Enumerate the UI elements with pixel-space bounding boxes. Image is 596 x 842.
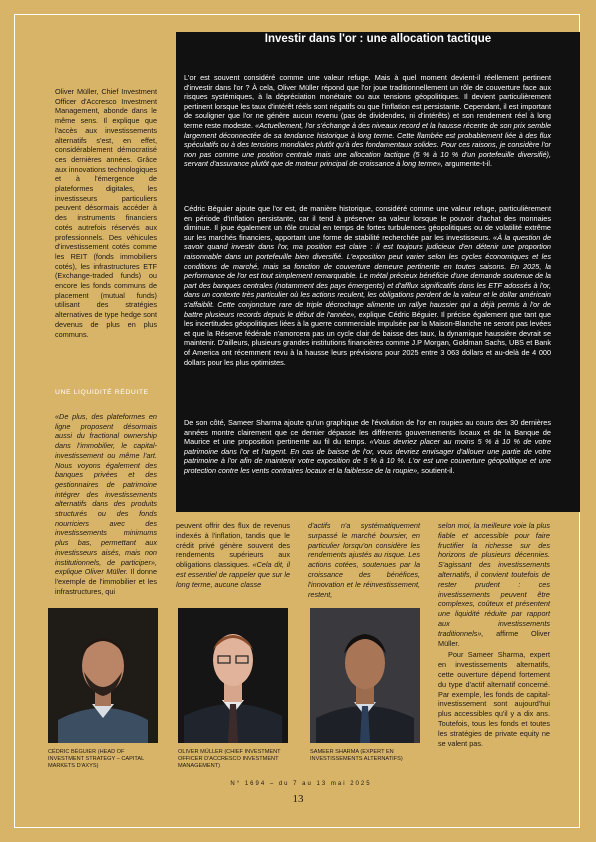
box-p3-text: De son côté, Sameer Sharma ajoute qu'un graphique de l'évolution de l'or en roupies au cours des 30 dernières années montre clairement que ce dernier dépasse les différents gouvernements locaux et de la Banque de Maurice et une proposition pertinente au fil du temps. [184, 418, 551, 447]
intro-paragraph: Oliver Müller, Chief Investment Officer d'Accresco Investment Management, abonde dans le même sens. Il explique que l'accès aux investissements alternatifs s'est, en effet, considérablement démocratisé ces dernières années. Grâce aux innovations technologiques et à l'émergence de plateformes digitales, les investisseurs particuliers peuvent désormais accéder à des instruments financiers cotés autrefois réservés aux professionnels. Des véhicules d'investissement cotés comme les REIT (fonds immobiliers cotés), les infrastructures ETF (Exchange-traded funds) ou encore les fonds communs de placement (mutual funds) utilisant des stratégies alternatives de type hedge sont devenus de plus en plus communs. [55, 87, 157, 339]
box-p2-quote: «À la question de savoir quand investir dans l'or, ma position est claire : il est toujours judicieux d'en détenir une proportion raisonnable dans un portefeuille bien diversifié. L'exposition peut varier selon les cycles économiques et les conditions de marché, mais sa fonction de couverture demeure pertinente en toutes saisons. En 2025, la performance de l'or est tout simplement remarquable. Le métal précieux bénéficie d'une demande soutenue de la part des banques centrales (notamment des pays émergents) et d'afflux significatifs dans les ETF adossés à l'or, dans un contexte très particulier où les actions reculent, les obligations perdent de la valeur et le dollar américain s'affaiblit. Cette conjoncture rare de triple décrochage alimente un rallye haussier qui a déjà permis à l'or de battre plusieurs records depuis le début de l'année», [184, 232, 552, 319]
box-paragraph-1 [184, 73, 551, 169]
box-paragraph-2 [184, 204, 551, 367]
section-heading: UNE LIQUIDITÉ RÉDUITE [55, 389, 149, 396]
box-p2-text: Cédric Béguier ajoute que l'or est, de manière historique, considéré comme une valeur refuge, particulièrement en période d'inflation persistante, car il tend à préserver sa valeur lorsque le pouvoir d'achat des monnaies diminue. Il joue également un rôle crucial en temps de fortes turbulences géopolitiques ou de volatilité extrême sur les marchés financiers, apportant une forme de stabilité recherchée par les investisseurs. [184, 204, 551, 242]
portrait-beguier-image [48, 608, 158, 743]
box-p1-quote: «Actuellement, l'or s'échange à des niveaux record et la hausse récente de son prix semble largement déconnectée de sa tendance historique à long terme. Cette flambée est probablement liée à des flux spéculatifs ou à des tensions mondiales plutôt qu'à des fondamentaux solides. Pour ces raisons, je considère l'or non pas comme une position centrale mais une allocation tactique (5 % à 10 % d'un portefeuille diversifié), servant d'assurance plutôt que de moteur principal de croissance à long terme», [184, 120, 551, 169]
box-paragraph-3 [184, 418, 551, 476]
box-p3-end: soutient-il. [421, 465, 455, 475]
portrait-muller-image [178, 608, 288, 743]
portrait-sharma-image [310, 608, 420, 743]
column-3-quote: selon moi, la meilleure voie la plus fiable et accessible pour faire fructifier la richesse sur des horizons de plusieurs décennies. S'agissant des investissements alternatifs, il convient toutefois de rester prudent : ces investissements peuvent être complexes, coûteux et présentent une liquidité réduite par rapport aux investissements traditionnels», [438, 521, 550, 638]
column-1-text: peuvent offrir des flux de revenus indexés à l'inflation, tandis que le crédit privé génère souvent des rendements supérieurs aux obligations classiques. [176, 521, 290, 570]
caption-muller: OLIVER MÜLLER (CHIEF INVESTMENT OFFICER D'ACCRESCO INVESTMENT MANAGEMENT) [178, 749, 281, 769]
column-2 [308, 521, 420, 599]
column-1-quote: «Cela dit, il est essentiel de rappeler que sur le long terme, aucune classe [176, 560, 291, 589]
box-p1-text: L'or est souvent considéré comme une valeur refuge. Mais à quel moment devient-il réellement pertinent d'investir dans l'or ? À cela, Oliver Müller répond que l'or joue traditionnellement un rôle de couverture face aux risques systémiques, à la dépréciation monétaire ou aux tensions géopolitiques. Il devient particulièrement pertinent lorsque les taux d'intérêt réels sont négatifs ou que l'inflation est persistante. Cependant, il est important de souligner que l'or ne génère aucun revenu (pas de dividendes, ni d'intérêts) et son rendement réel à long terme reste modeste. [184, 73, 551, 130]
column-3-end: affirme Oliver Müller. [438, 628, 550, 648]
photo-oliver-muller [178, 608, 288, 743]
photo-sameer-sharma [310, 608, 420, 743]
box-p2-end: explique Cédric Béguier. Il précise également que tant que les incertitudes géopolitiques liées à la guerre commerciale impulsée par la Maison-Blanche ne seront pas levées et que la Réserve fédérale n'amorcera pas un cycle clair de baisse des taux, la dynamique haussière devrait se maintenir. D'ailleurs, plusieurs grandes institutions financières comme J.P Morgan, Goldman Sachs, UBS et Bank of America ont récemment revu à la hausse leurs prévisions pour 2025 entre 3 063 dollars et au-delà de 4 000 dollars pour les plus optimistes. [184, 309, 551, 367]
left-quote-text: «De plus, des plateformes en ligne proposent désormais aussi du fractional ownership dans l'immobilier, le capital-investissement ou même l'art. Nous voyons également des banques privées et des gestionnaires de patrimoine intégrer des investissements alternatifs dans des produits structurés ou des fonds nourriciers avec des investissements minimums plus bas, permettant aux investisseurs aisés, mais non institutionnels, de participer», explique Oliver Müller. [55, 412, 157, 577]
column-3 [438, 521, 550, 748]
caption-beguier: CÉDRIC BÉGUIER (HEAD OF INVESTMENT STRATEGY – CAPITAL MARKETS D'AXYS) [48, 749, 145, 769]
column-2-quote: d'actifs n'a systématiquement surpassé le marché boursier, en particulier lorsqu'on considère les rendements ajustés au risque. Les actions cotées, soutenues par la croissance des bénéfices, l'innovation et le réinvestissement, restent, [308, 521, 420, 599]
issue-line: N° 1694 – du 7 au 13 mai 2025 [230, 781, 372, 787]
gold-sidebar-box [176, 32, 580, 512]
caption-sharma: SAMEER SHARMA (EXPERT EN INVESTISSEMENTS ALTERNATIFS) [310, 749, 403, 762]
page-number: 13 [292, 793, 304, 805]
column-1 [176, 521, 290, 590]
box-p3-quote: «Vous devriez placer au moins 5 % à 10 % de votre patrimoine dans l'or et l'argent. En cas de baisse de l'or, vous devriez envisager d'allouer une partie de votre patrimoine à l'or afin de maintenir votre exposition de 5 % à 10 %. L'or est une couverture géopolitique et une protection contre les vents contraires locaux et la faiblesse de la roupie», [184, 437, 552, 475]
photo-cedric-beguier [48, 608, 158, 743]
column-3-paragraph-2: Pour Sameer Sharma, expert en investissements alternatifs, cette ouverture dépend fortement du type d'actif alternatif concerné. Par exemple, les fonds de capital-investissement sont aujourd'hui plus accessibles qu'il y a dix ans. Toutefois, tous les fonds et toutes les stratégies de private equity ne se valent pas. [438, 650, 550, 748]
left-quote [55, 412, 157, 596]
box-title: Investir dans l'or : une allocation tactique [264, 33, 492, 45]
left-after-text: Il donne l'exemple de l'immobilier et les infrastructures, qui [55, 567, 158, 596]
box-p1-end: argumente-t-il. [445, 159, 493, 169]
